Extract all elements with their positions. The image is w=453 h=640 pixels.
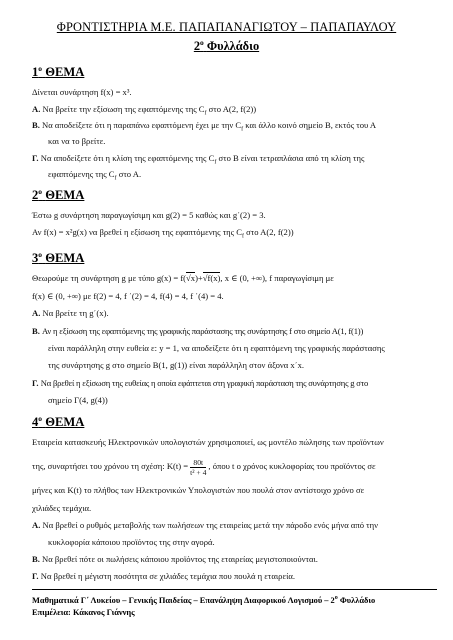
section-4-item-a-cont: κυκλοφορία κάποιου προϊόντος της στην αγορά. xyxy=(48,537,215,547)
section-4-item-a: Α. Να βρεθεί ο ρυθμός μεταβολής των πωλήσεων της εταιρείας μετά την πάροδο ενός μήνα από την xyxy=(32,520,378,530)
section-3-item-c-cont: σημείο Γ(4, g(4)) xyxy=(48,395,108,405)
section-3-line-1: Θεωρούμε τη συνάρτηση g με τύπο g(x) = f(√x)+√f(x), x ∈ (0, +∞), f παραγωγίσιμη με xyxy=(32,273,334,283)
section-1-heading: $1^o$ ΘΕΜΑ xyxy=(32,64,85,80)
page-header-title: ΦΡΟΝΤΙΣΤΗΡΙΑ Μ.Ε. ΠΑΠΑΠΑΝΑΓΙΩΤΟΥ – ΠΑΠΑΠΑΥΛΟΥ xyxy=(56,20,397,34)
section-3-item-c: Γ. Να βρεθεί η εξίσωση της ευθείας η οποία εφάπτεται στη γραφική παράσταση της συνάρτησης g στο xyxy=(32,378,369,388)
section-1-item-b-cont: και να το βρείτε. xyxy=(48,136,106,146)
section-1-item-c: Γ. Να αποδείξετε ότι η κλίση της εφαπτόμενης της $C_f$ στο Β είναι τετραπλάσια από τη κλίση της xyxy=(32,153,365,166)
section-1-item-b: Β. Να αποδείξετε ότι η παραπάνω εφαπτόμενη έχει με την $C_f$ και άλλο κοινό σημείο Β, εκτός του Α xyxy=(32,120,377,133)
fraction-k-of-t: $\frac{80t}{\text{t² + 4}}$ xyxy=(190,457,207,477)
section-3-heading: $3^o$ ΘΕΜΑ xyxy=(32,250,85,266)
section-1-item-a: Α. Να βρείτε την εξίσωση της εφαπτόμενης της $C_f$ στο Α(2, f(2)) xyxy=(32,104,257,117)
section-4-line-2: της, συναρτήσει του χρόνου τη σχέση: K(t) = $\frac{80t}{\text{t² + 4}}$ , όπου t ο χρόνος κυκλοφορίας του προϊόντος σε xyxy=(32,457,376,477)
section-4-line-3: μήνες και K(t) το πλήθος των Ηλεκτρονικών Υπολογιστών που πουλά στον αντίστοιχο χρόνο σε xyxy=(32,485,365,495)
section-4-heading: $4^o$ ΘΕΜΑ xyxy=(32,414,85,430)
section-4-line-4: χιλιάδες τεμάχια. xyxy=(32,503,92,513)
footer-line-1: Μαθηματικά Γ΄ Λυκείου – Γενικής Παιδείας – Επανάληψη Διαφορικού Λογισμού – $2^o$ Φυλλάδιο xyxy=(32,595,376,605)
section-3-item-b-cont-2: της συνάρτησης g στο σημείο Β(1, g(1)) είναι παράλληλη στον άξονα x΄x. xyxy=(48,360,305,370)
section-3-line-2: f(x) ∈ (0, +∞) με f(2) = 4, f ΄(2) = 4, f(4) = 4, f ΄(4) = 4. xyxy=(32,291,224,301)
section-2-line-1: Έστω g συνάρτηση παραγωγίσιμη και g(2) = 5 καθώς και g΄(2) = 3. xyxy=(32,210,266,220)
section-4-item-c: Γ. Να βρεθεί η μέγιστη ποσότητα σε χιλιάδες τεμάχια που πουλά η εταιρεία. xyxy=(32,571,296,581)
footer-line-2: Επιμέλεια: Κάκανος Γιάννης xyxy=(32,608,135,617)
section-2-heading: $2^o$ ΘΕΜΑ xyxy=(32,187,85,203)
section-4-item-b: Β. Να βρεθεί πότε οι πωλήσεις κάποιου προϊόντος της εταιρείας μεγιστοποιούνται. xyxy=(32,554,318,564)
section-1-item-c-cont: εφαπτόμενης της $C_f$ στο Α. xyxy=(48,169,142,182)
section-2-line-2: Αν f(x) = x²g(x) να βρεθεί η εξίσωση της εφαπτόμενης της $C_f$ στο Α(2, f(2)) xyxy=(32,227,294,240)
section-4-line-1: Εταιρεία κατασκευής Ηλεκτρονικών υπολογιστών χρησιμοποιεί, ως μοντέλο πώλησης των προϊόντων xyxy=(32,437,384,447)
page-subtitle: $2^o$ Φυλλάδιο xyxy=(193,38,260,54)
section-3-item-a: Α. Να βρείτε τη g΄(x). xyxy=(32,308,109,318)
section-1-intro: Δίνεται συνάρτηση f(x) = x³. xyxy=(32,87,132,97)
section-3-item-b-cont-1: είναι παράλληλη στην ευθεία ε: y = 1, να αποδείξετε ότι η εφαπτόμενη της γραφικής παράστασης xyxy=(48,343,385,353)
footer-divider xyxy=(32,589,437,590)
section-3-item-b: Β. Αν η εξίσωση της εφαπτόμενης της γραφικής παράστασης της συνάρτησης f στο σημείο Α(1, f(1)) xyxy=(32,326,364,336)
